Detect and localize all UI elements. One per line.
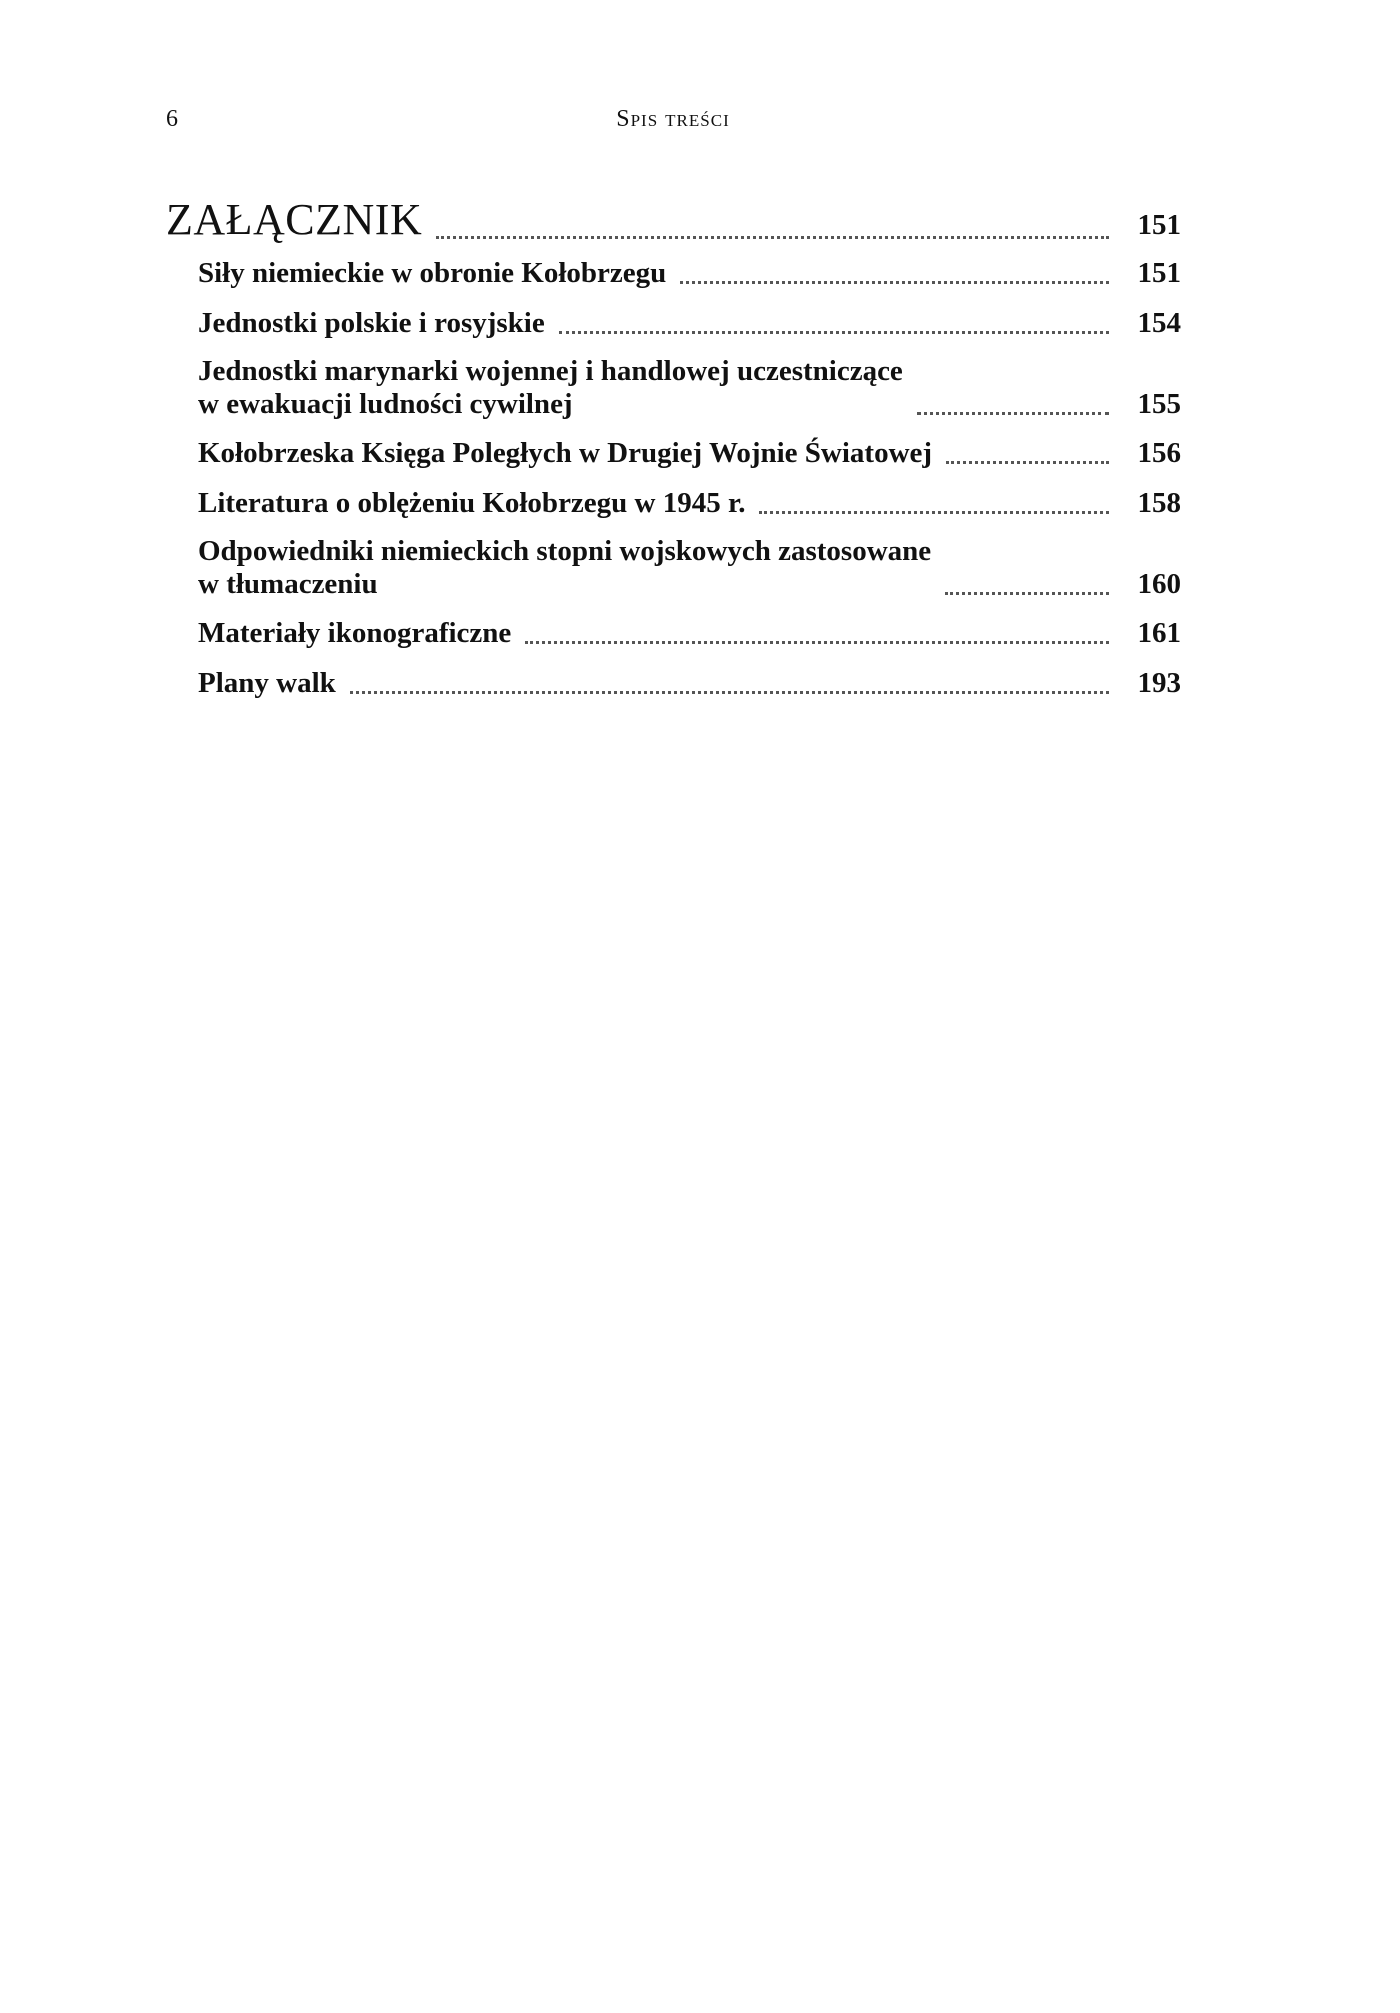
- toc-page-number: 155: [1137, 388, 1181, 420]
- dot-leader: [759, 505, 1109, 514]
- toc-entry-line: Odpowiedniki niemieckich stopni wojskowych zastosowane: [198, 535, 932, 567]
- toc-page-number: 154: [1137, 307, 1181, 339]
- toc-page-number: 160: [1137, 568, 1181, 600]
- toc-entry[interactable]: [198, 487, 1181, 520]
- toc-entry[interactable]: [198, 667, 1181, 700]
- dot-leader: [680, 275, 1109, 284]
- toc-entry-line: w tłumaczeniu: [198, 568, 378, 600]
- toc-entry-title: [198, 355, 903, 421]
- dot-leader: [917, 406, 1109, 415]
- toc-entry-title: Kołobrzeska Księga Poległych w Drugiej Wojnie Światowej: [198, 437, 933, 469]
- toc-section-title: ZAŁĄCZNIK: [166, 195, 423, 244]
- dot-leader: [436, 230, 1109, 239]
- dot-leader: [350, 685, 1109, 694]
- toc-entry[interactable]: [198, 535, 1181, 601]
- toc-page-number: 193: [1137, 667, 1181, 699]
- dot-leader: [945, 586, 1109, 595]
- toc-entry-title: Jednostki polskie i rosyjskie: [198, 307, 545, 339]
- toc-entry[interactable]: [198, 257, 1181, 290]
- dot-leader: [559, 325, 1109, 334]
- running-title: Spis treści: [616, 106, 730, 132]
- toc-entry[interactable]: [198, 307, 1181, 340]
- dot-leader: [525, 635, 1109, 644]
- toc-entry-title: Siły niemieckie w obronie Kołobrzegu: [198, 257, 667, 289]
- toc-page-number: 158: [1137, 487, 1181, 519]
- toc-entry-line: w ewakuacji ludności cywilnej: [198, 388, 573, 420]
- toc-entry[interactable]: [198, 437, 1181, 470]
- toc-page-number: 151: [1137, 209, 1181, 241]
- toc-section-heading[interactable]: [166, 195, 1181, 245]
- toc-page-number: 161: [1137, 617, 1181, 649]
- toc-entry-title: Literatura o oblężeniu Kołobrzegu w 1945 r.: [198, 487, 746, 519]
- toc-entry-title: [198, 535, 931, 601]
- toc-entry-title: Materiały ikonograficzne: [198, 617, 512, 649]
- toc-entry-line: Jednostki marynarki wojennej i handlowej uczestniczące: [198, 355, 903, 387]
- toc-page-number: 156: [1137, 437, 1181, 469]
- toc-entry[interactable]: [198, 355, 1181, 421]
- dot-leader: [946, 455, 1109, 464]
- toc-entry-title: Plany walk: [198, 667, 336, 699]
- running-head: [166, 104, 1180, 134]
- page-number: 6: [166, 106, 178, 132]
- toc-page-number: 151: [1137, 257, 1181, 289]
- toc-entry[interactable]: [198, 617, 1181, 650]
